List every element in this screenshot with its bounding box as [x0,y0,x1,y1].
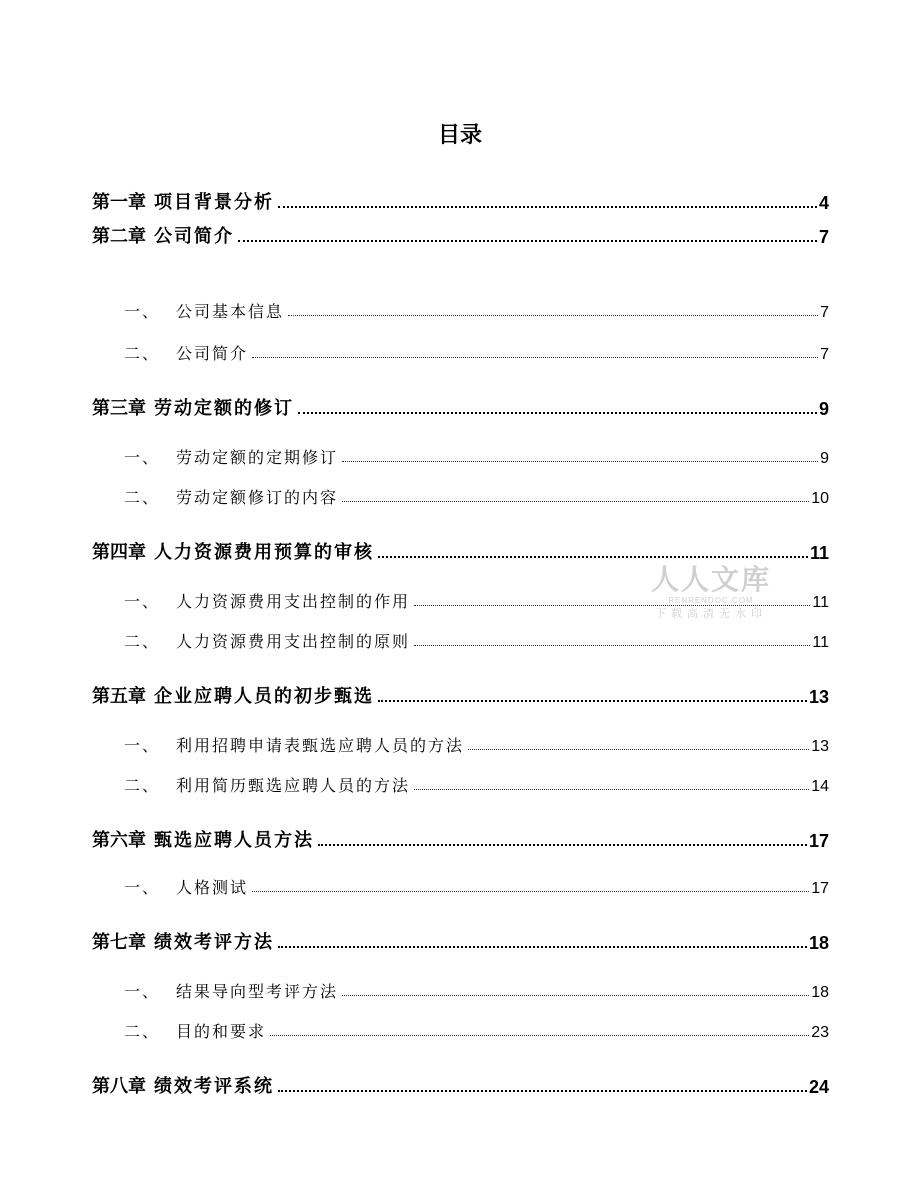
toc-entry-title: 目的和要求 [176,1022,267,1041]
toc-entry-number: 第七章 [92,932,146,953]
toc-entry-number: 二、 [124,776,161,795]
toc-entry-title: 结果导向型考评方法 [176,982,339,1001]
watermark-url: RENRENDOC.COM [668,596,754,605]
toc-page-number: 9 [820,450,829,467]
toc-entry-number: 一、 [124,878,161,897]
toc-entry-number: 一、 [124,592,161,611]
toc-page-number: 7 [820,304,829,321]
toc-chapter-entry[interactable] [92,390,829,420]
toc-entry-number: 二、 [124,344,161,363]
watermark-subtitle: 下载高清无水印 [655,607,767,620]
toc-chapter-entry[interactable] [92,184,829,214]
toc-section-entry[interactable] [92,770,829,796]
toc-page-number: 18 [808,933,829,953]
toc-entry-number: 第六章 [92,830,146,851]
toc-page-number: 23 [811,1024,829,1041]
toc-dot-leader [342,501,809,502]
toc-entry-title: 公司简介 [176,344,249,363]
toc-entry-number: 一、 [124,982,161,1001]
toc-dot-leader [318,844,807,846]
toc-entry-title: 利用招聘申请表甄选应聘人员的方法 [176,736,465,755]
toc-entry-title: 劳动定额的修订 [154,398,294,419]
toc-entry-title: 甄选应聘人员方法 [154,830,314,851]
toc-entry-title: 企业应聘人员的初步甄选 [154,686,374,707]
toc-chapter-entry[interactable] [92,924,829,954]
toc-entry-number: 二、 [124,632,161,651]
toc-section-entry[interactable] [92,1016,829,1042]
toc-dot-leader [414,645,810,646]
toc-entry-title: 公司简介 [154,226,234,247]
toc-dot-leader [278,1090,807,1092]
toc-page-number: 9 [818,399,829,419]
toc-page-number: 24 [808,1077,829,1097]
toc-entry-number: 二、 [124,1022,161,1041]
toc-page-number: 4 [818,193,829,213]
toc-dot-leader [278,206,817,208]
toc-section-entry[interactable] [92,296,829,322]
toc-page-number: 17 [808,831,829,851]
toc-page-number: 14 [811,778,829,795]
toc-dot-leader [342,995,809,996]
toc-entry-title: 绩效考评方法 [154,932,274,953]
toc-dot-leader [238,240,817,242]
toc-page-number: 18 [811,984,829,1001]
toc-entry-title: 人力资源费用支出控制的原则 [176,632,411,651]
toc-entry-title: 绩效考评系统 [154,1076,274,1097]
toc-page-number: 11 [809,543,829,563]
toc-chapter-entry[interactable] [92,218,829,248]
toc-section-entry[interactable] [92,976,829,1002]
toc-dot-leader [252,357,818,358]
toc-page-number: 17 [811,880,829,897]
toc-entry-title: 人力资源费用支出控制的作用 [176,592,411,611]
toc-page-number: 7 [820,346,829,363]
toc-dot-leader [378,700,807,702]
toc-section-entry[interactable] [92,626,829,652]
toc-chapter-entry[interactable] [92,822,829,852]
toc-entry-title: 人力资源费用预算的审核 [154,542,374,563]
toc-entry-number: 一、 [124,736,161,755]
toc-page-number: 13 [808,687,829,707]
toc-dot-leader [414,605,810,606]
toc-chapter-entry[interactable] [92,1068,829,1098]
toc-chapter-entry[interactable] [92,534,829,564]
toc-section-entry[interactable] [92,482,829,508]
toc-entry-number: 一、 [124,302,161,321]
toc-page-number: 13 [811,738,829,755]
toc-page-number: 10 [811,490,829,507]
toc-entry-title: 劳动定额的定期修订 [176,448,339,467]
toc-entry-title: 劳动定额修订的内容 [176,488,339,507]
toc-entry-title: 公司基本信息 [176,302,285,321]
toc-dot-leader [414,789,809,790]
toc-entry-title: 人格测试 [176,878,249,897]
toc-section-entry[interactable] [92,442,829,468]
toc-entry-number: 一、 [124,448,161,467]
toc-entry-number: 第五章 [92,686,146,707]
toc-dot-leader [270,1035,809,1036]
toc-entry-number: 第二章 [92,226,146,247]
toc-entry-number: 第三章 [92,398,146,419]
toc-page-number: 11 [812,634,829,651]
toc-dot-leader [288,315,818,316]
watermark-main-text: 人人文库 [650,563,771,596]
toc-entry-number: 二、 [124,488,161,507]
toc-section-entry[interactable] [92,586,829,612]
toc-entry-title: 利用简历甄选应聘人员的方法 [176,776,411,795]
page-title: 目录 [437,123,482,148]
toc-entry-number: 第八章 [92,1076,146,1097]
toc-entry-title: 项目背景分析 [154,192,274,213]
toc-chapter-entry[interactable] [92,678,829,708]
toc-dot-leader [252,891,809,892]
toc-dot-leader [278,946,807,948]
toc-entry-number: 第四章 [92,542,146,563]
toc-dot-leader [298,412,817,414]
toc-entry-number: 第一章 [92,192,146,213]
toc-page-number: 11 [812,594,829,611]
toc-dot-leader [342,461,818,462]
toc-dot-leader [468,749,809,750]
toc-section-entry[interactable] [92,338,829,364]
toc-dot-leader [378,556,808,558]
toc-section-entry[interactable] [92,730,829,756]
toc-section-entry[interactable] [92,872,829,898]
toc-page-number: 7 [818,227,829,247]
